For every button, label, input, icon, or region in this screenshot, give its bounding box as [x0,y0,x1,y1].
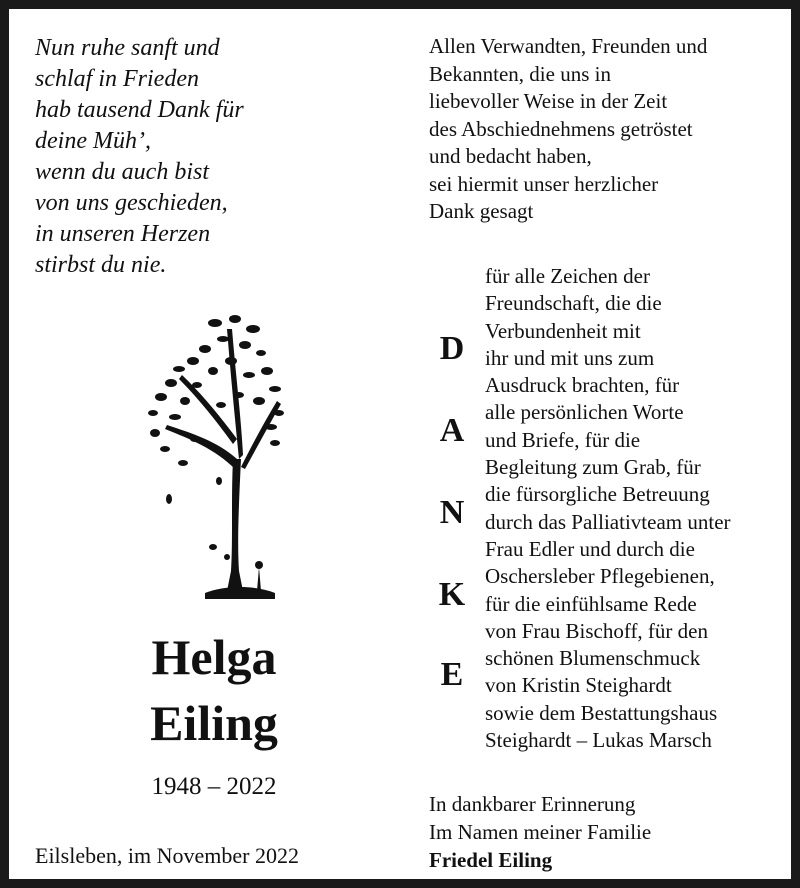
intro-line: Dank gesagt [429,199,534,223]
body-line: Steighardt – Lukas Marsch [485,728,712,753]
intro-line: Allen Verwandten, Freunden und [429,34,708,58]
poem-line: schlaf in Frieden [35,66,199,92]
poem-line: in unseren Herzen [35,221,211,247]
body-line: von Kristin Steighardt [485,673,672,698]
body-line: Oschersleber Pflegebienen, [485,564,715,589]
poem-line: von uns geschieden, [35,190,228,216]
intro-line: und bedacht haben, [429,144,592,168]
deceased-first-name: Helga [151,629,277,685]
intro-line: Bekannten, die uns in [429,61,611,86]
body-line: für die einfühlsame Rede [485,591,697,616]
body-line: für alle Zeichen der [485,264,650,288]
danke-letter: A [439,412,465,449]
deceased-last-name: Eiling [150,695,278,751]
body-line: alle persönlichen Worte [485,400,684,425]
danke-letter: E [440,656,464,693]
poem-line: wenn du auch bist [35,159,209,185]
intro-line: des Abschiednehmens getröstet [429,116,693,141]
body-line: schönen Blumenschmuck [485,646,701,671]
signature: Friedel Eiling [429,848,553,872]
body-line: Verbundenheit mit [485,318,641,343]
thanks-body [485,263,785,754]
life-years: 1948 – 2022 [151,773,277,800]
body-line: ihr und mit uns zum [485,345,655,370]
poem-line: Nun ruhe sanft und [35,35,220,61]
danke-letter: N [439,494,465,531]
body-line: Begleitung zum Grab, für [485,455,701,480]
poem [35,33,375,281]
body-line: von Frau Bischoff, für den [485,618,708,643]
intro-line: sei hiermit unser herzlicher [429,171,659,196]
danke-letter: K [438,576,466,613]
poem-line: hab tausend Dank für [35,97,244,123]
body-line: Freundschaft, die die [485,291,662,316]
body-line: durch das Palliativteam unter [485,509,731,534]
body-line: Ausdruck brachten, für [485,373,680,398]
poem-line: deine Müh’, [35,128,151,154]
body-line: sowie dem Bestattungshaus [485,700,718,725]
closing [429,790,789,874]
intro-text [429,33,789,226]
poem-line: stirbst du nie. [35,252,167,278]
closing-line: Im Namen meiner Familie [429,820,652,844]
place-date: Eilsleben, im November 2022 [35,843,299,868]
tree-icon [135,309,285,609]
danke-letter: D [439,330,465,367]
closing-line: In dankbarer Erinnerung [429,792,636,816]
body-line: und Briefe, für die [485,427,641,452]
intro-line: liebevoller Weise in der Zeit [429,89,668,113]
body-line: Frau Edler und durch die [485,536,695,561]
body-line: die fürsorgliche Betreuung [485,482,710,507]
